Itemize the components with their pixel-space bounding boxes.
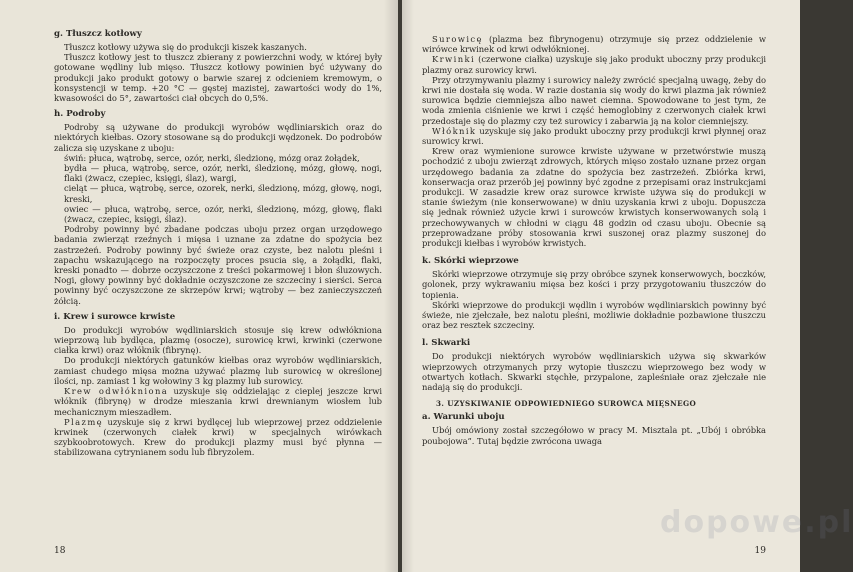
offal-list: [54, 153, 382, 224]
paragraph-text: uzyskuje się z krwi bydlęcej lub wieprzowej przez oddzielenie krwinek (czerwonych ciałek krwi) w specjalnych wirówkach szybkoobrotowych. Krew do produkcji plazmy musi być płynna — stabilizowana cytrynianem sodu lub fibryzolem.: [54, 416, 382, 458]
left-page: [0, 0, 398, 572]
list-item: świń: płuca, wątrobę, serce, ozór, nerki, śledzionę, mózg oraz żołądek,: [64, 152, 360, 163]
list-item: cieląt — płuca, wątrobę, serce, ozorek, nerki, śledzionę, mózg, głowę, nogi, kreski,: [64, 183, 382, 204]
term: Surowicę: [432, 34, 483, 44]
chapter-heading-3: 3. UZYSKIWANIE ODPOWIEDNIEGO SUROWCA MIĘSNEGO: [436, 399, 697, 409]
page-number: 19: [754, 546, 766, 556]
paragraph: Tłuszcz kotłowy używa się do produkcji kiszek kaszanych.: [64, 42, 307, 52]
paragraph: [54, 386, 382, 417]
paragraph: Skórki wieprzowe otrzymuje się przy obróbce szynek konserwowych, boczków, golonek, przy wykrawaniu mięsa bez kości i przy przygotowaniu tłuszczów do topienia.: [422, 269, 766, 300]
paragraph-text: uzyskuje się oddzielając z cieplej jeszcze krwi włóknik (fibrynę) w drodze mieszania krwi drewnianym wiosłem lub mechanicznym mieszadłem.: [54, 386, 382, 417]
term: Krwinki: [432, 54, 476, 65]
paragraph: [422, 34, 766, 54]
paragraph: Do produkcji niektórych wyrobów wędliniarskich używa się skwarków wieprzowych otrzymanych przy wytopie tłuszczu wieprzowego bez wody w otwartych kotłach. Skwarki stęchłe, przypalone, zapleśniałe oraz zjełczałe nie nadają się do produkcji.: [422, 351, 766, 393]
page-shadow: [402, 0, 414, 572]
paragraph-text: (czerwone ciałka) uzyskuje się jako produkt uboczny przy produkcji plazmy oraz surowicy krwi.: [422, 54, 766, 75]
paragraph: Podroby powinny być zbadane podczas uboju przez organ urzędowego badania zwierząt rzeźnych i mięsa i uznane za zdatne do spożycia bez zastrzeżeń. Podroby powinny być świeże oraz czyste, bez nalotu pleśni i zapachu wskazującego na rozpoczęty proces psucia się, a żołądki, flaki, kreski ponadto — dobrze oczyszczone z treści pokarmowej i błon śluzowych. Nogi, głowy powinny być dokładnie oczyszczone ze szczeciny i sierści. Serca powinny być oczyszczone ze skrzepów krwi; wątroby — bez zanieczyszczeń żółcią.: [54, 224, 382, 306]
paragraph: Przy otrzymywaniu plazmy i surowicy należy zwrócić specjalną uwagę, żeby do krwi nie dostała się woda. W razie dostania się wody do krwi plazma jak również surowica będzie ciemniejsza albo nawet ciemna. Spowodowane to jest tym, że woda zmienia ciśnienie we krwi i część hemoglobiny z czerwonych ciałek krwi przedostaje się do plazmy czy też surowicy i zabarwia ją na kolor ciemniejszy.: [422, 74, 766, 126]
right-page: [402, 0, 800, 572]
paragraph: [422, 126, 766, 146]
list-item: owiec — płuca, wątrobę, serce, ozór, nerki, śledzionę, mózg, głowę, flaki (żwacz, czepiec, księgi, ślaz).: [64, 203, 382, 225]
paragraph: Podroby są używane do produkcji wyrobów wędliniarskich oraz do niektórych kiełbas. Ozory stosowane są do produkcji wędzonek. Do podrobów zalicza się uzyskane z uboju:: [54, 122, 382, 153]
section-heading-l: l. Skwarki: [422, 338, 471, 349]
term: Krew odwłókniona: [64, 386, 169, 397]
paragraph-text: uzyskuje się jako produkt uboczny przy produkcji krwi płynnej oraz surowicy krwi.: [422, 125, 766, 147]
page-number: 18: [54, 546, 66, 556]
term: Włóknik: [432, 125, 477, 136]
paragraph: [54, 417, 382, 458]
term: Plazmę: [64, 416, 104, 427]
paragraph: Do produkcji niektórych gatunków kiełbas oraz wyrobów wędliniarskich, zamiast chudego mięsa można używać plazmę lub surowicę w określonej ilości, np. zamiast 1 kg wołowiny 3 kg plazmy lub surowicy.: [54, 355, 382, 386]
paragraph: Ubój omówiony został szczegółowo w pracy M. Misztala pt. „Ubój i obróbka poubojowa”. Tutaj będzie zwrócona uwaga: [422, 425, 766, 446]
paragraph: [422, 54, 766, 74]
page-shadow: [384, 0, 398, 572]
section-heading-h: h. Podroby: [54, 109, 106, 120]
paragraph: Tłuszcz kotłowy jest to tłuszcz zbierany z powierzchni wody, w której były gotowane wędliny lub mięso. Tłuszcz kotłowy powinien być używany do produkcji jako produkt gotowy o barwie szarej z odcieniem kremowym, o konsystencji w temp. +20 °C — gęstej mazistej, zawartości wody do 1%, kwasowości do 5°, zawartości ciał obcych do 0,5%.: [54, 52, 382, 104]
section-heading-i: i. Krew i surowce krwiste: [54, 311, 176, 322]
section-heading-k: k. Skórki wieprzowe: [422, 256, 519, 267]
watermark: dopowe.pl: [660, 505, 853, 540]
paragraph-text: (plazma bez fibrynogenu) otrzymuje się przez oddzielenie w wirówce krwinek od krwi odwłóknionej.: [422, 34, 766, 55]
paragraph: Krew oraz wymienione surowce krwiste używane w przetwórstwie muszą pochodzić z uboju zwierząt zdrowych, których mięso zostało uznane przez organ urzędowego badania za zdatne do spożycia bez zastrzeżeń. Zbiórka krwi, konserwacja oraz przerób jej powinny być zgodne z przepisami oraz instrukcjami produkcji. W zasadzie krew oraz surowce krwiste używa się do produkcji w stanie świeżym (nie konserwowane) w dniu uzyskania krwi z uboju. Dopuszcza się jednak również użycie krwi i surowców krwistych konserwowanych solą i przechowywanych w chłodni w ciągu 48 godzin od czasu uboju. Obecnie są przeprowadzane próby stosowania krwi suszonej oraz plazmy suszonej do produkcji kiełbas i wyrobów krwistych.: [422, 146, 766, 249]
section-heading-g: g. Tłuszcz kotłowy: [54, 29, 142, 39]
paragraph: Skórki wieprzowe do produkcji wędlin i wyrobów wędliniarskich powinny być świeże, nie zjełczałe, bez nalotu pleśni, możliwie dokładnie pozbawione tłuszczu oraz bez resztek szczeciny.: [422, 299, 766, 331]
section-heading-a: a. Warunki uboju: [422, 412, 505, 423]
list-item: bydła — płuca, wątrobę, serce, ozór, nerki, śledzionę, mózg, głowę, nogi, flaki (żwacz, czepiec, księgi, ślaz), wargi,: [64, 163, 382, 184]
paragraph: Do produkcji wyrobów wędliniarskich stosuje się krew odwłókniona wieprzową lub bydlęca, plazmę (osocze), surowicę krwi, krwinki (czerwone ciałka krwi) oraz włóknik (fibrynę).: [54, 324, 382, 356]
